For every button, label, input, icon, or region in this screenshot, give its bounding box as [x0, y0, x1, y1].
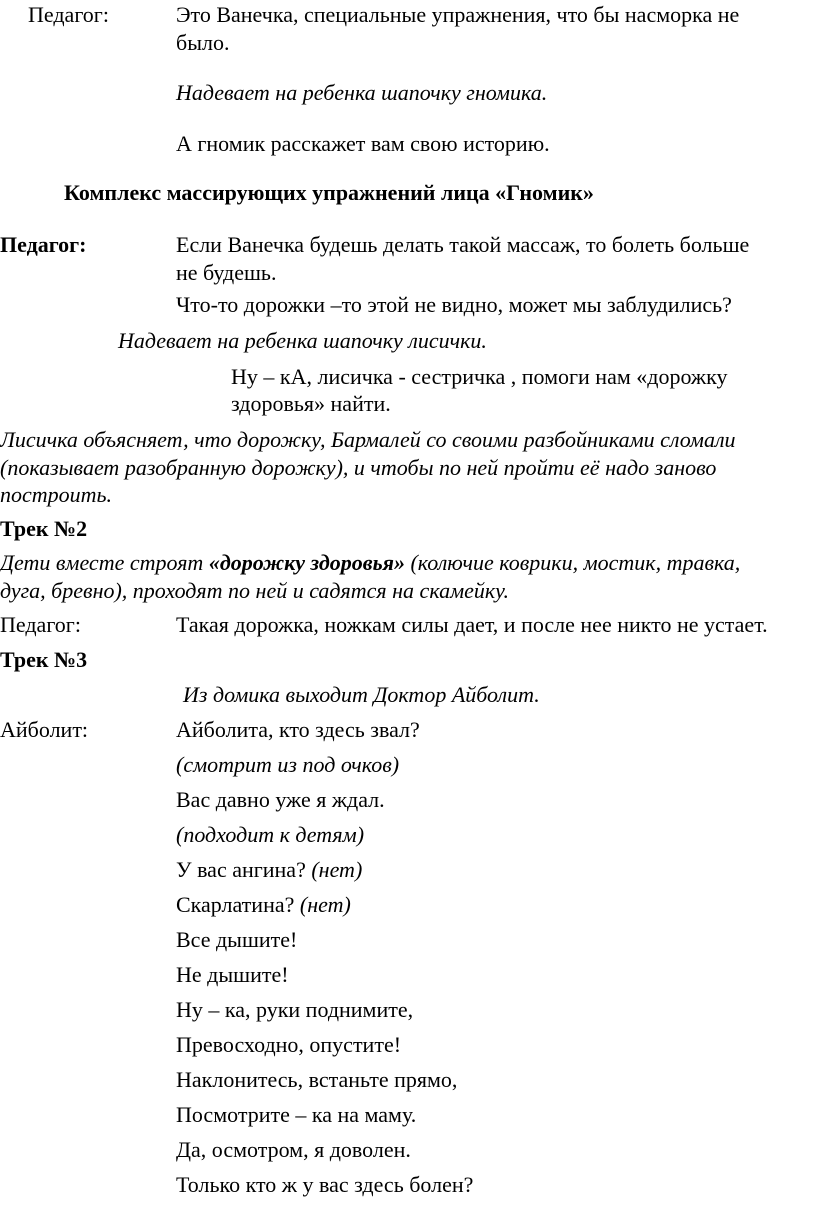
speaker-label: Педагог:: [0, 612, 81, 637]
verse-line: Наклонитесь, встаньте прямо,: [176, 1067, 458, 1092]
verse-line: Не дышите!: [176, 962, 289, 987]
speaker-label: Айболит:: [0, 717, 89, 742]
stage-emphasis: «дорожку здоровья»: [208, 550, 405, 575]
stage-direction: Лисичка объясняет, что дорожку, Бармалей со своими разбойниками сломали: [0, 427, 736, 452]
verse-line: Только кто ж у вас здесь болен?: [176, 1172, 474, 1197]
text-line: здоровья» найти.: [231, 391, 391, 416]
stage-direction: (показывает разобранную дорожку), и чтобы по ней пройти её надо заново: [0, 455, 717, 480]
stage-direction: дуга, бревно), проходят по ней и садятся на скамейку.: [0, 578, 510, 603]
verse-text: У вас ангина?: [176, 857, 312, 882]
text-line: Если Ванечка будешь делать такой массаж, то болеть больше: [176, 232, 750, 257]
text-line: Такая дорожка, ножкам силы дает, и после нее никто не устает.: [176, 612, 768, 637]
text-line: Что-то дорожки –то этой не видно, может мы заблудились?: [176, 292, 732, 317]
verse-line: Все дышите!: [176, 927, 298, 952]
text-line: Это Ванечка, специальные упражнения, что бы насморка не: [176, 2, 740, 27]
verse-text: Скарлатина?: [176, 892, 300, 917]
track-title: Трек №3: [0, 647, 88, 672]
stage-direction: (подходит к детям): [176, 822, 365, 847]
stage-direction: Надевает на ребенка шапочку гномика.: [176, 80, 548, 105]
stage-direction: построить.: [0, 482, 113, 507]
stage-text: (колючие коврики, мостик, травка,: [404, 550, 741, 575]
text-line: не будешь.: [176, 260, 277, 285]
speaker-label: Педагог:: [0, 232, 87, 257]
verse-line: [176, 855, 362, 885]
verse-line: Посмотрите – ка на маму.: [176, 1102, 417, 1127]
text-line: было.: [176, 30, 230, 55]
text-line: А гномик расскажет вам свою историю.: [176, 131, 550, 156]
track-title: Трек №2: [0, 516, 88, 541]
answer-text: (нет): [311, 857, 363, 882]
stage-direction: Из домика выходит Доктор Айболит.: [183, 682, 540, 707]
section-heading: Комплекс массирующих упражнений лица «Гномик»: [64, 180, 594, 205]
verse-line: Вас давно уже я ждал.: [176, 787, 385, 812]
verse-line: Да, осмотром, я доволен.: [176, 1137, 411, 1162]
text-line: Ну – кА, лисичка - сестричка , помоги нам «дорожку: [231, 364, 728, 389]
stage-direction: (смотрит из под очков): [176, 752, 400, 777]
verse-line: Ну – ка, руки поднимите,: [176, 997, 414, 1022]
stage-direction: [0, 548, 740, 578]
verse-line: Айболита, кто здесь звал?: [176, 717, 420, 742]
stage-direction: Надевает на ребенка шапочку лисички.: [118, 328, 487, 353]
speaker-label: Педагог:: [28, 2, 109, 27]
stage-text: Дети вместе строят: [0, 550, 209, 575]
verse-line: Превосходно, опустите!: [176, 1032, 402, 1057]
verse-line: [176, 890, 351, 920]
answer-text: (нет): [299, 892, 351, 917]
